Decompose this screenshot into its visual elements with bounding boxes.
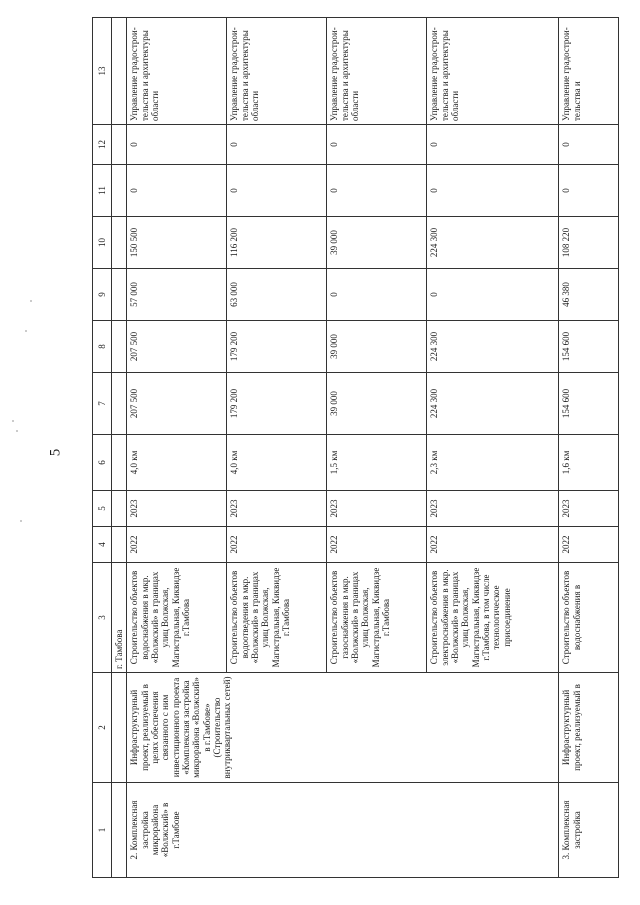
- column-header: 3: [93, 563, 112, 673]
- start-year-cell: 2022: [559, 527, 619, 563]
- length-cell: 1,6 км: [559, 435, 619, 491]
- length-cell: 1,5 км: [327, 435, 427, 491]
- value-cell: 0: [227, 165, 327, 217]
- value-cell: 0: [227, 125, 327, 165]
- start-year-cell: 2022: [427, 527, 559, 563]
- object-cell: Строительство объектов газоснабжения в мкр. «Волжский» в границах улиц Волжская, Магистральная, Киквидзе г.Тамбова: [327, 563, 427, 673]
- scan-speck: [16, 430, 18, 432]
- column-header: 12: [93, 125, 112, 165]
- column-header: 7: [93, 373, 112, 435]
- scan-speck: [30, 300, 32, 302]
- value-cell: 150 500: [127, 217, 227, 269]
- column-header: 11: [93, 165, 112, 217]
- value-cell: 0: [427, 125, 559, 165]
- value-cell: 0: [327, 269, 427, 321]
- column-header: 13: [93, 18, 112, 125]
- start-year-cell: 2022: [127, 527, 227, 563]
- value-cell: 224 300: [427, 217, 559, 269]
- value-cell: 46 380: [559, 269, 619, 321]
- value-cell: 207 500: [127, 321, 227, 373]
- investment-projects-table: [92, 17, 619, 878]
- scan-speck: [25, 330, 27, 332]
- end-year-cell: 2023: [427, 491, 559, 527]
- value-cell: 0: [559, 165, 619, 217]
- end-year-cell: 2023: [127, 491, 227, 527]
- value-cell: 39 000: [327, 217, 427, 269]
- column-header: 5: [93, 491, 112, 527]
- end-year-cell: 2023: [327, 491, 427, 527]
- project-name-cell: 2. Комплексная застройка микрорайона «Волжский» в г.Тамбове: [127, 783, 559, 878]
- scan-speck: [20, 520, 22, 522]
- project-description-cell: Инфраструктурный проект, реализуемый в целях обеспечения связанного с ним инвестиционного проекта «Комплексная застройка микрорайона «Волжский» в г.Тамбове» (Строительство внутриквартальных сетей): [127, 673, 559, 783]
- value-cell: 0: [427, 165, 559, 217]
- value-cell: 39 000: [327, 373, 427, 435]
- length-cell: 4,0 км: [227, 435, 327, 491]
- value-cell: 0: [127, 125, 227, 165]
- end-year-cell: 2023: [227, 491, 327, 527]
- project-name-cell: 3. Комплексная застройка: [559, 783, 619, 878]
- value-cell: 0: [559, 125, 619, 165]
- owner-cell: Управление градострои-тельства и: [559, 18, 619, 125]
- object-cell: Строительство объектов водоотведения в мкр. «Волжский» в границах улиц Волжская, Магистральная, Киквидзе г.Тамбова: [227, 563, 327, 673]
- value-cell: 224 300: [427, 321, 559, 373]
- project-description-cell: Инфраструктурный проект, реализуемый в: [559, 673, 619, 783]
- value-cell: 179 200: [227, 321, 327, 373]
- column-header: 6: [93, 435, 112, 491]
- value-cell: 0: [327, 125, 427, 165]
- value-cell: 207 500: [127, 373, 227, 435]
- value-cell: 0: [327, 165, 427, 217]
- column-header: 10: [93, 217, 112, 269]
- object-cell: Строительство объектов водоснабжения в мкр. «Волжский» в границах улиц Волжская, Магистральная, Киквидзе г.Тамбова: [127, 563, 227, 673]
- end-year-cell: 2023: [559, 491, 619, 527]
- column-header: 8: [93, 321, 112, 373]
- header-row: [93, 18, 112, 878]
- value-cell: 63 000: [227, 269, 327, 321]
- value-cell: 39 000: [327, 321, 427, 373]
- value-cell: 154 600: [559, 373, 619, 435]
- value-cell: 116 200: [227, 217, 327, 269]
- value-cell: 154 600: [559, 321, 619, 373]
- rotated-table-container: [92, 18, 614, 878]
- object-cell: Строительство объектов электроснабжения в мкр. «Волжский» в границах улиц Волжская, Магистральная, Киквидзе г.Тамбова, в том числе технологическое присоединение: [427, 563, 559, 673]
- length-cell: 2,3 км: [427, 435, 559, 491]
- value-cell: 0: [427, 269, 559, 321]
- value-cell: 224 300: [427, 373, 559, 435]
- start-year-cell: 2022: [227, 527, 327, 563]
- table-row: [559, 18, 619, 878]
- owner-cell: Управление градострои-тельства и архитектуры области: [427, 18, 559, 125]
- city-cell: г. Тамбова: [112, 563, 127, 673]
- value-cell: 57 000: [127, 269, 227, 321]
- table-row: [127, 18, 227, 878]
- page-number: 5: [47, 448, 64, 457]
- city-row: [112, 18, 127, 878]
- owner-cell: Управление градострои-тельства и архитектуры области: [327, 18, 427, 125]
- scan-speck: [12, 420, 14, 422]
- value-cell: 108 220: [559, 217, 619, 269]
- value-cell: 0: [127, 165, 227, 217]
- owner-cell: Управление градострои-тельства и архитектуры области: [227, 18, 327, 125]
- length-cell: 4,0 км: [127, 435, 227, 491]
- value-cell: 179 200: [227, 373, 327, 435]
- column-header: 4: [93, 527, 112, 563]
- object-cell: Строительство объектов водоснабжения в: [559, 563, 619, 673]
- column-header: 2: [93, 673, 112, 783]
- column-header: 1: [93, 783, 112, 878]
- owner-cell: Управление градострои-тельства и архитектуры области: [127, 18, 227, 125]
- start-year-cell: 2022: [327, 527, 427, 563]
- column-header: 9: [93, 269, 112, 321]
